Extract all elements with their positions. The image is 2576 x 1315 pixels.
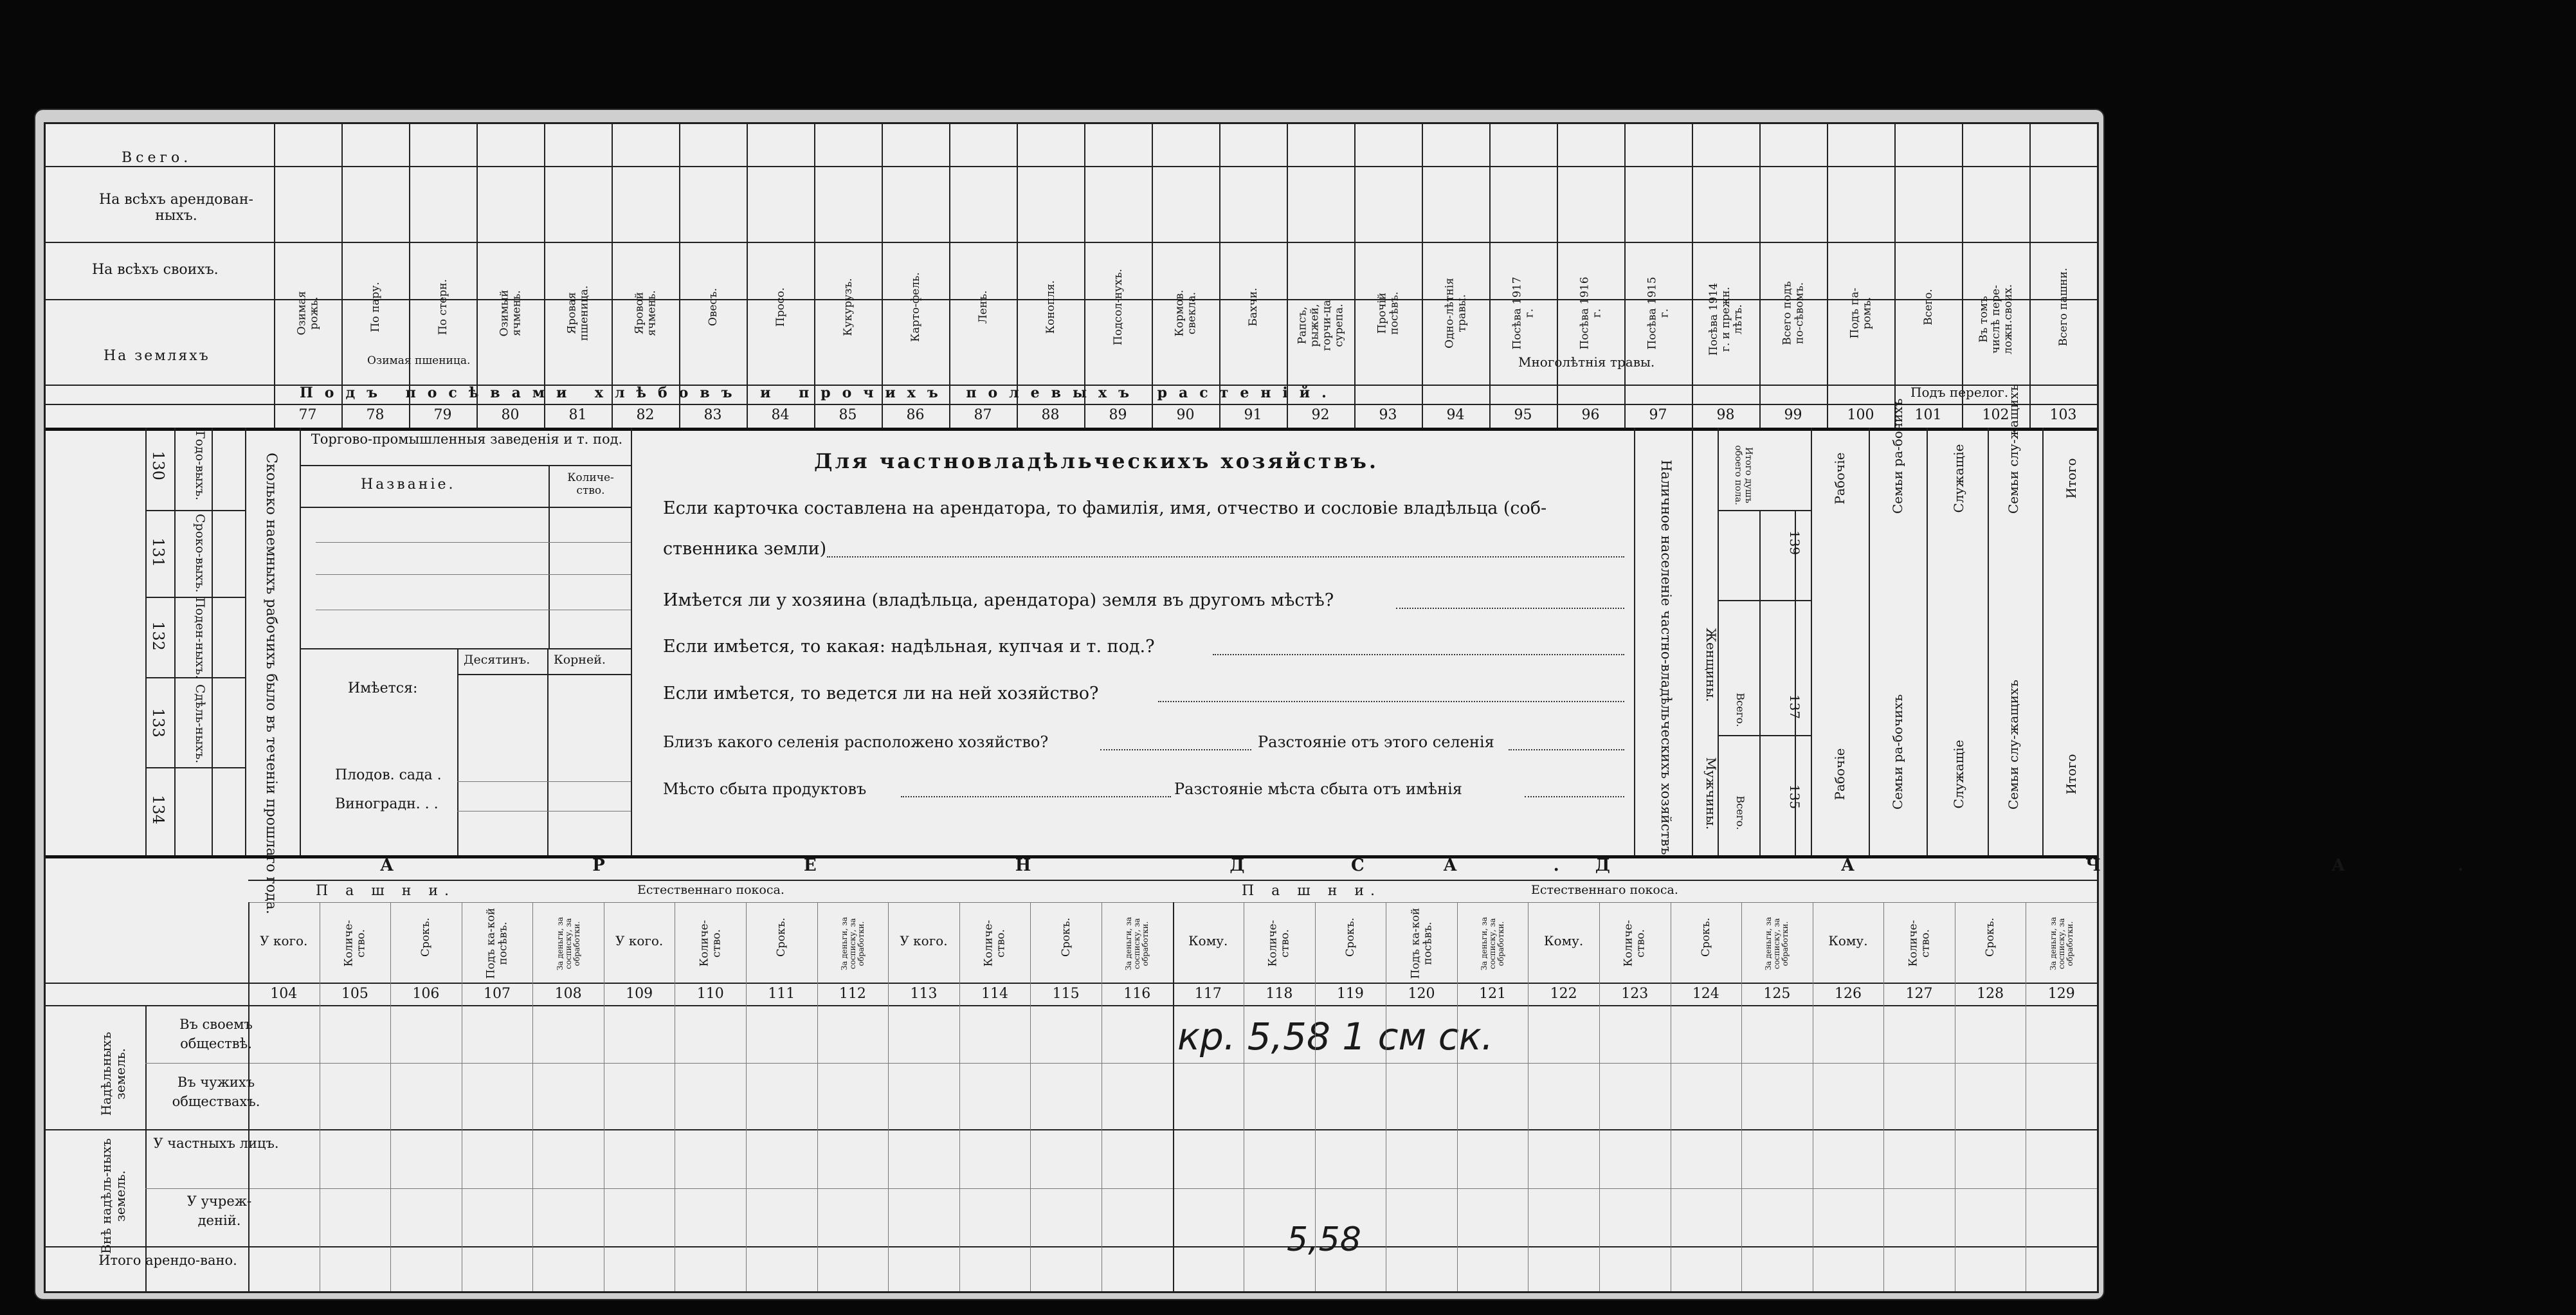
crop-col-number: 90 bbox=[1176, 407, 1195, 423]
col-semi-rabochikh: Семьи ра-бочихъ bbox=[1890, 398, 1905, 514]
rule bbox=[316, 542, 631, 543]
rule bbox=[145, 1063, 2097, 1064]
crop-col-label: Просо. bbox=[774, 287, 787, 327]
bottom-col-number: 115 bbox=[1052, 986, 1080, 1002]
rule bbox=[1811, 428, 1812, 855]
num-137: 137 bbox=[1787, 694, 1802, 720]
crop-col-number: 92 bbox=[1311, 407, 1330, 423]
bottom-col-rule bbox=[817, 902, 818, 1291]
crop-col-number: 91 bbox=[1244, 407, 1262, 423]
crop-col-rule bbox=[949, 124, 950, 428]
num-139: 139 bbox=[1787, 530, 1802, 556]
row-vsego: Всего. bbox=[122, 150, 192, 166]
crop-col-rule bbox=[476, 124, 478, 428]
col-sluzhashchie-2: Служащіе bbox=[1951, 739, 1966, 809]
crop-col-label: Всего. bbox=[1921, 289, 1935, 325]
bottom-col-number: 107 bbox=[484, 986, 511, 1002]
bottom-col-number: 114 bbox=[981, 986, 1009, 1002]
bottom-col-header: Кому. bbox=[1828, 933, 1868, 948]
rule bbox=[174, 428, 176, 855]
crop-col-number: 102 bbox=[1982, 407, 2009, 423]
center-line6b: Разстояніе мѣста сбыта отъ имѣнія bbox=[1174, 780, 1462, 798]
crop-col-rule bbox=[1219, 124, 1220, 428]
crop-col-label: Овесъ. bbox=[706, 287, 720, 327]
rule bbox=[300, 648, 631, 649]
bottom-col-header: Срокъ. bbox=[1343, 918, 1357, 957]
crop-col-label: Одно-лѣтнія травы. bbox=[1443, 278, 1468, 349]
crop-col-rule bbox=[1894, 124, 1896, 428]
col-rabochie: Рабочіе bbox=[1832, 452, 1847, 505]
bottom-col-number: 121 bbox=[1479, 986, 1507, 1002]
crop-col-number: 99 bbox=[1784, 407, 1802, 423]
sdacha-estestv: Естественнаго покоса. bbox=[1531, 883, 1678, 897]
row-na-zemlyakh: На земляхъ bbox=[104, 348, 210, 364]
arenda-estestv: Естественнаго покоса. bbox=[637, 883, 785, 897]
bottom-col-rule bbox=[746, 902, 747, 1291]
crop-col-label: Подсол-нухъ. bbox=[1111, 269, 1125, 345]
crop-col-number: 84 bbox=[771, 407, 790, 423]
crop-col-rule bbox=[1962, 124, 1963, 428]
crop-col-rule bbox=[341, 124, 343, 428]
row-na-svoikh: На всѣхъ своихъ. bbox=[92, 262, 219, 278]
crop-col-number: 98 bbox=[1716, 407, 1735, 423]
bottom-col-number: 124 bbox=[1692, 986, 1719, 1002]
vsego-zh: Всего. bbox=[1734, 693, 1746, 727]
rule bbox=[457, 648, 458, 855]
rule bbox=[46, 242, 2097, 243]
bottom-col-header: Срокъ. bbox=[1984, 918, 1997, 957]
bottom-col-header: Кому. bbox=[1188, 933, 1228, 948]
bottom-col-number: 117 bbox=[1194, 986, 1222, 1002]
crop-col-number: 97 bbox=[1649, 407, 1667, 423]
crop-col-number: 81 bbox=[568, 407, 587, 423]
bottom-col-number: 106 bbox=[412, 986, 440, 1002]
rule bbox=[145, 428, 147, 855]
crop-col-number: 82 bbox=[636, 407, 655, 423]
rule bbox=[1718, 510, 1811, 511]
dotted-line bbox=[1158, 701, 1624, 702]
bottom-col-number: 118 bbox=[1265, 986, 1293, 1002]
label-sdelnykh: Сдѣль-ныхъ. bbox=[193, 684, 207, 764]
crop-col-number: 80 bbox=[501, 407, 520, 423]
bottom-col-header: У кого. bbox=[900, 933, 948, 948]
row-v-chuzhikh: Въ чужихъ обществахъ. bbox=[172, 1075, 260, 1109]
crop-col-label: Озимый ячмень. bbox=[498, 289, 523, 337]
bottom-col-number: 105 bbox=[341, 986, 368, 1002]
bottom-col-header: За деньги, за сосписку, за обработки. bbox=[839, 916, 866, 971]
center-line1b: ственника земли) bbox=[663, 539, 827, 559]
rule bbox=[1869, 428, 1870, 855]
bottom-col-number: 110 bbox=[696, 986, 724, 1002]
rule bbox=[46, 1129, 2097, 1130]
rule bbox=[245, 428, 246, 855]
rule bbox=[46, 404, 2097, 405]
rule bbox=[547, 648, 549, 855]
crop-col-number: 95 bbox=[1514, 407, 1532, 423]
rule bbox=[549, 465, 550, 648]
bottom-col-rule bbox=[248, 902, 249, 1291]
bottom-col-header: Количе-ство. bbox=[1622, 920, 1647, 967]
crop-col-label: Карто-фель. bbox=[909, 272, 922, 342]
rule bbox=[145, 1005, 147, 1291]
bottom-col-header: Подъ ка-кой посѣвъ. bbox=[484, 907, 510, 979]
crop-col-rule bbox=[1152, 124, 1153, 428]
dotted-line bbox=[827, 556, 1624, 558]
center-line5a: Близъ какого селенія расположено хозяйство? bbox=[663, 733, 1049, 751]
bottom-col-number: 113 bbox=[910, 986, 938, 1002]
bottom-col-rule bbox=[1315, 902, 1316, 1291]
num-131: 131 bbox=[149, 538, 167, 567]
rule bbox=[145, 767, 245, 768]
dotted-line bbox=[1100, 749, 1251, 750]
crop-col-label: Всего подъ по-сѣвомъ. bbox=[1781, 281, 1806, 345]
col-itogo: Итого bbox=[2064, 458, 2079, 499]
bottom-col-header: У кого. bbox=[615, 933, 664, 948]
bottom-col-header: Количе-ство. bbox=[342, 920, 368, 967]
rule bbox=[457, 674, 631, 675]
bottom-col-header: Срокъ. bbox=[775, 918, 788, 957]
crop-col-number: 89 bbox=[1109, 407, 1127, 423]
crop-col-number: 96 bbox=[1581, 407, 1600, 423]
num-134: 134 bbox=[149, 795, 167, 824]
bottom-col-header: Срокъ. bbox=[1699, 918, 1712, 957]
crop-col-label: Кукурузъ. bbox=[841, 278, 855, 336]
arenda-title: А Р Е Н Д А. bbox=[380, 856, 1656, 875]
handwritten-entry: кр. 5,58 1 см ск. bbox=[1177, 1015, 1494, 1058]
bottom-col-number: 109 bbox=[626, 986, 653, 1002]
rule bbox=[2042, 428, 2044, 855]
crop-col-number: 78 bbox=[366, 407, 385, 423]
bottom-col-rule bbox=[390, 902, 391, 1291]
crop-col-number: 101 bbox=[1914, 407, 1942, 423]
bottom-col-header: За деньги, за сосписку, за обработки. bbox=[1480, 916, 1506, 971]
label-podennykh: Поден-ныхъ. bbox=[193, 597, 207, 679]
rule bbox=[46, 166, 2097, 167]
bottom-col-header: За деньги, за сосписку, за обработки. bbox=[2048, 916, 2074, 971]
sdacha-pashni: П а ш н и. bbox=[1242, 883, 1382, 899]
crop-col-rule bbox=[544, 124, 545, 428]
rule bbox=[457, 811, 631, 812]
ozimaya-pshenitsa-label: Озимая пшеница. bbox=[367, 354, 471, 367]
crop-col-rule bbox=[1017, 124, 1018, 428]
crop-col-label: Бахчи. bbox=[1246, 287, 1260, 327]
itogo-dush-label: Итого душъ обоего пола. bbox=[1733, 445, 1754, 505]
crop-col-rule bbox=[1489, 124, 1491, 428]
plodov-sada-label: Плодов. сада . bbox=[335, 767, 442, 783]
center-line5b: Разстояніе отъ этого селенія bbox=[1258, 733, 1494, 751]
bottom-col-rule bbox=[1599, 902, 1600, 1291]
crop-col-label: Кормов. свекла. bbox=[1173, 289, 1198, 337]
col-sluzhashchie: Служащіе bbox=[1951, 444, 1966, 513]
kolichestvo-header: Количе-ство. bbox=[567, 471, 614, 497]
label-godovykh: Годо-выхъ. bbox=[193, 430, 207, 501]
crop-col-rule bbox=[1287, 124, 1288, 428]
col-semi-rabochikh-2: Семьи ра-бочихъ bbox=[1890, 694, 1905, 810]
bottom-col-rule bbox=[1741, 902, 1742, 1291]
crop-col-rule bbox=[2029, 124, 2031, 428]
rule bbox=[1692, 428, 1693, 855]
rule bbox=[46, 983, 2097, 984]
crop-col-label: Озимая рожь. bbox=[295, 291, 320, 336]
crop-col-rule bbox=[747, 124, 748, 428]
crop-col-rule bbox=[2097, 124, 2098, 428]
bottom-col-header: Срокъ. bbox=[419, 918, 433, 957]
census-card-sheet bbox=[44, 122, 2576, 1293]
crop-col-number: 77 bbox=[298, 407, 317, 423]
bottom-col-number: 116 bbox=[1123, 986, 1151, 1002]
crop-col-rule bbox=[814, 124, 815, 428]
crop-col-rule bbox=[274, 124, 275, 428]
rule bbox=[300, 428, 301, 855]
bottom-col-number: 108 bbox=[554, 986, 582, 1002]
nalichnoe-label: Наличное населеніе частно-владѣльческихъ хозяйствъ. bbox=[1658, 460, 1674, 860]
crop-col-number: 86 bbox=[906, 407, 925, 423]
bottom-col-header: За деньги, за сосписку, за обработки. bbox=[555, 916, 581, 971]
crop-col-rule bbox=[1692, 124, 1693, 428]
rule bbox=[300, 507, 631, 508]
crop-col-rule bbox=[1354, 124, 1356, 428]
bottom-col-header: Количе-ство. bbox=[1907, 920, 1932, 967]
crop-col-number: 94 bbox=[1446, 407, 1465, 423]
crop-col-number: 88 bbox=[1041, 407, 1060, 423]
muzhchiny-label: Мужчины. bbox=[1703, 757, 1719, 830]
crop-col-label: Рапсъ, рыжей, горчи-ца сурепа. bbox=[1296, 300, 1345, 351]
crop-col-rule bbox=[1557, 124, 1558, 428]
bottom-col-header: Количе-ство. bbox=[982, 920, 1008, 967]
bottom-col-header: Подъ ка-кой посѣвъ. bbox=[1409, 907, 1435, 979]
rule bbox=[1718, 735, 1811, 736]
crop-col-label: Прочій посѣвъ. bbox=[1375, 291, 1401, 335]
crop-col-rule bbox=[679, 124, 680, 428]
crop-col-number: 83 bbox=[703, 407, 722, 423]
col-rabochie-2: Рабочіе bbox=[1832, 748, 1847, 801]
crop-col-number: 85 bbox=[839, 407, 857, 423]
center-line2: Имѣется ли у хозяина (владѣльца, арендатора) земля въ другомъ мѣстѣ? bbox=[663, 590, 1334, 610]
dotted-line bbox=[1525, 796, 1624, 797]
rule bbox=[46, 1246, 2097, 1247]
crop-col-label: Всего пашни. bbox=[2056, 268, 2070, 347]
center-line3: Если имѣется, то какая: надѣльная, купчая и т. под.? bbox=[663, 637, 1155, 657]
crop-col-rule bbox=[612, 124, 613, 428]
crop-col-rule bbox=[882, 124, 883, 428]
crop-col-label: Посѣва 1914 г. и прежн. лѣтъ. bbox=[1707, 282, 1745, 356]
col-semi-sluzh: Семьи слу-жащихъ bbox=[2006, 384, 2021, 514]
row-itogo: Итого арендо-вано. bbox=[98, 1253, 237, 1268]
rule bbox=[46, 428, 2097, 431]
bottom-col-number: 112 bbox=[839, 986, 866, 1002]
dotted-line bbox=[1213, 654, 1624, 655]
crop-col-label: Подъ па-ромъ. bbox=[1848, 287, 1873, 339]
center-line4: Если имѣется, то ведется ли на ней хозяйство? bbox=[663, 684, 1099, 703]
crop-col-label: Ленъ. bbox=[976, 290, 990, 324]
rule bbox=[457, 781, 631, 782]
num-133: 133 bbox=[149, 708, 167, 738]
bottom-col-header: За деньги, за сосписку, за обработки. bbox=[1764, 916, 1790, 971]
center-line6a: Мѣсто сбыта продуктовъ bbox=[663, 780, 867, 798]
sdacha-title: С Д А Ч А. bbox=[1351, 856, 2576, 875]
rule bbox=[1759, 510, 1761, 855]
rule bbox=[145, 1188, 2097, 1189]
dotted-line bbox=[901, 796, 1171, 797]
bottom-col-number: 120 bbox=[1408, 986, 1435, 1002]
bottom-col-header: Кому. bbox=[1544, 933, 1584, 948]
bottom-col-header: Количе-ство. bbox=[1266, 920, 1292, 967]
rule bbox=[46, 1005, 2097, 1006]
row-u-uchrezhd: У учреж-деній. bbox=[186, 1193, 252, 1228]
bottom-col-number: 122 bbox=[1550, 986, 1577, 1002]
bottom-col-number: 129 bbox=[2047, 986, 2075, 1002]
col-itogo-2: Итого bbox=[2064, 754, 2079, 795]
bottom-col-header: Количе-ство. bbox=[698, 920, 723, 967]
handwritten-total: 5,58 bbox=[1287, 1220, 1361, 1259]
bottom-col-number: 104 bbox=[270, 986, 298, 1002]
bottom-col-number: 125 bbox=[1763, 986, 1791, 1002]
bottom-col-number: 123 bbox=[1621, 986, 1649, 1002]
crop-col-number: 87 bbox=[974, 407, 992, 423]
crop-col-label: Яровая пшеница. bbox=[565, 285, 590, 341]
rule bbox=[631, 428, 632, 855]
center-title: Для частновладѣльческихъ хозяйствъ. bbox=[814, 449, 1379, 473]
crop-col-rule bbox=[1084, 124, 1085, 428]
bottom-col-number: 128 bbox=[1977, 986, 2004, 1002]
dotted-line bbox=[1509, 749, 1624, 750]
row-na-arend: На всѣхъ арендован-ныхъ. bbox=[99, 192, 253, 224]
bottom-col-rule bbox=[959, 902, 960, 1291]
rule bbox=[1927, 428, 1928, 855]
crop-col-label: По пару. bbox=[368, 282, 382, 332]
rule bbox=[248, 880, 2097, 881]
rule bbox=[145, 510, 245, 511]
crop-col-label: Конопля. bbox=[1044, 280, 1057, 334]
bottom-col-rule bbox=[1883, 902, 1884, 1291]
imeetsya-label: Имѣется: bbox=[348, 680, 418, 696]
nazvanie-header: Названіе. bbox=[361, 476, 456, 493]
row-u-chastnykh: У частныхъ лицъ. bbox=[153, 1136, 279, 1151]
crop-col-rule bbox=[409, 124, 410, 428]
num-135: 135 bbox=[1787, 784, 1802, 810]
bottom-col-rule bbox=[1173, 902, 1174, 1291]
crop-col-rule bbox=[1422, 124, 1423, 428]
center-line1: Если карточка составлена на арендатора, то фамилія, имя, отчество и сословіе владѣльца (соб- bbox=[663, 498, 1547, 518]
row-v-svoem: Въ своемъ обществѣ. bbox=[179, 1017, 253, 1051]
crop-col-rule bbox=[1827, 124, 1828, 428]
crop-col-rule bbox=[1759, 124, 1761, 428]
zhenshchiny-label: Женщины. bbox=[1703, 628, 1719, 702]
pod-posevami-label: Подъ посѣвами хлѣбовъ и прочихъ полевыхъ растеній. bbox=[300, 385, 1338, 401]
bottom-col-number: 111 bbox=[768, 986, 795, 1002]
bottom-col-number: 119 bbox=[1336, 986, 1364, 1002]
bottom-col-rule bbox=[888, 902, 889, 1291]
crop-col-rule bbox=[1624, 124, 1626, 428]
crop-col-label: Посѣва 1916 г. bbox=[1578, 277, 1603, 350]
bottom-col-rule bbox=[2097, 902, 2098, 1291]
torg-title: Торгово-промышленныя заведенія и т. под. bbox=[311, 431, 623, 447]
bottom-col-header: За деньги, за сосписку, за обработки. bbox=[1124, 916, 1150, 971]
group-nadelnykh: Надѣльныхъ земель. bbox=[98, 1031, 128, 1116]
crop-col-label: Посѣва 1915 г. bbox=[1646, 277, 1671, 350]
rule bbox=[300, 465, 631, 466]
bottom-col-header: Срокъ. bbox=[1059, 918, 1073, 957]
num-132: 132 bbox=[149, 621, 167, 651]
group-vne: Внѣ надѣль-ныхъ земель. bbox=[98, 1138, 128, 1254]
bottom-col-header: У кого. bbox=[260, 933, 308, 948]
rule bbox=[212, 428, 213, 855]
naemnye-rabochie-label: Сколько наемныхъ рабочихъ было въ теченіи прошлаго года. bbox=[263, 453, 279, 914]
desyatin-header: Десятинъ. bbox=[464, 653, 531, 667]
pod-perelog-label: Подъ перелог. bbox=[1910, 385, 2009, 400]
crop-col-label: Въ томъ числѣ пере-ложн.своих. bbox=[1977, 284, 2015, 355]
mnogoletnie-travy-label: Многолѣтнія травы. bbox=[1518, 354, 1655, 370]
crop-col-number: 93 bbox=[1379, 407, 1397, 423]
bottom-col-number: 127 bbox=[1905, 986, 1933, 1002]
bottom-col-rule bbox=[1457, 902, 1458, 1291]
korney-header: Корней. bbox=[554, 653, 606, 667]
crop-col-label: Яровой ячмень. bbox=[633, 290, 658, 336]
crop-col-number: 103 bbox=[2049, 407, 2077, 423]
crop-col-label: По стерн. bbox=[436, 278, 449, 336]
crop-col-number: 79 bbox=[433, 407, 452, 423]
vinograd-label: Виноградн. . . bbox=[335, 796, 439, 812]
rule bbox=[1988, 428, 1989, 855]
num-130: 130 bbox=[149, 451, 167, 480]
rule bbox=[1718, 600, 1811, 601]
vsego-m: Всего. bbox=[1734, 795, 1746, 830]
dotted-line bbox=[1396, 608, 1624, 609]
rule bbox=[1634, 428, 1635, 855]
arenda-pashni: П а ш н и. bbox=[316, 883, 456, 899]
crop-col-number: 100 bbox=[1847, 407, 1874, 423]
crop-col-label: Посѣва 1917 г. bbox=[1510, 277, 1536, 350]
col-semi-sluzh-2: Семьи слу-жащихъ bbox=[2006, 680, 2021, 810]
bottom-col-rule bbox=[532, 902, 533, 1291]
bottom-col-rule bbox=[1030, 902, 1031, 1291]
label-srokovykh: Сроко-выхъ. bbox=[193, 514, 207, 593]
bottom-col-number: 126 bbox=[1834, 986, 1862, 1002]
rule bbox=[316, 574, 631, 575]
